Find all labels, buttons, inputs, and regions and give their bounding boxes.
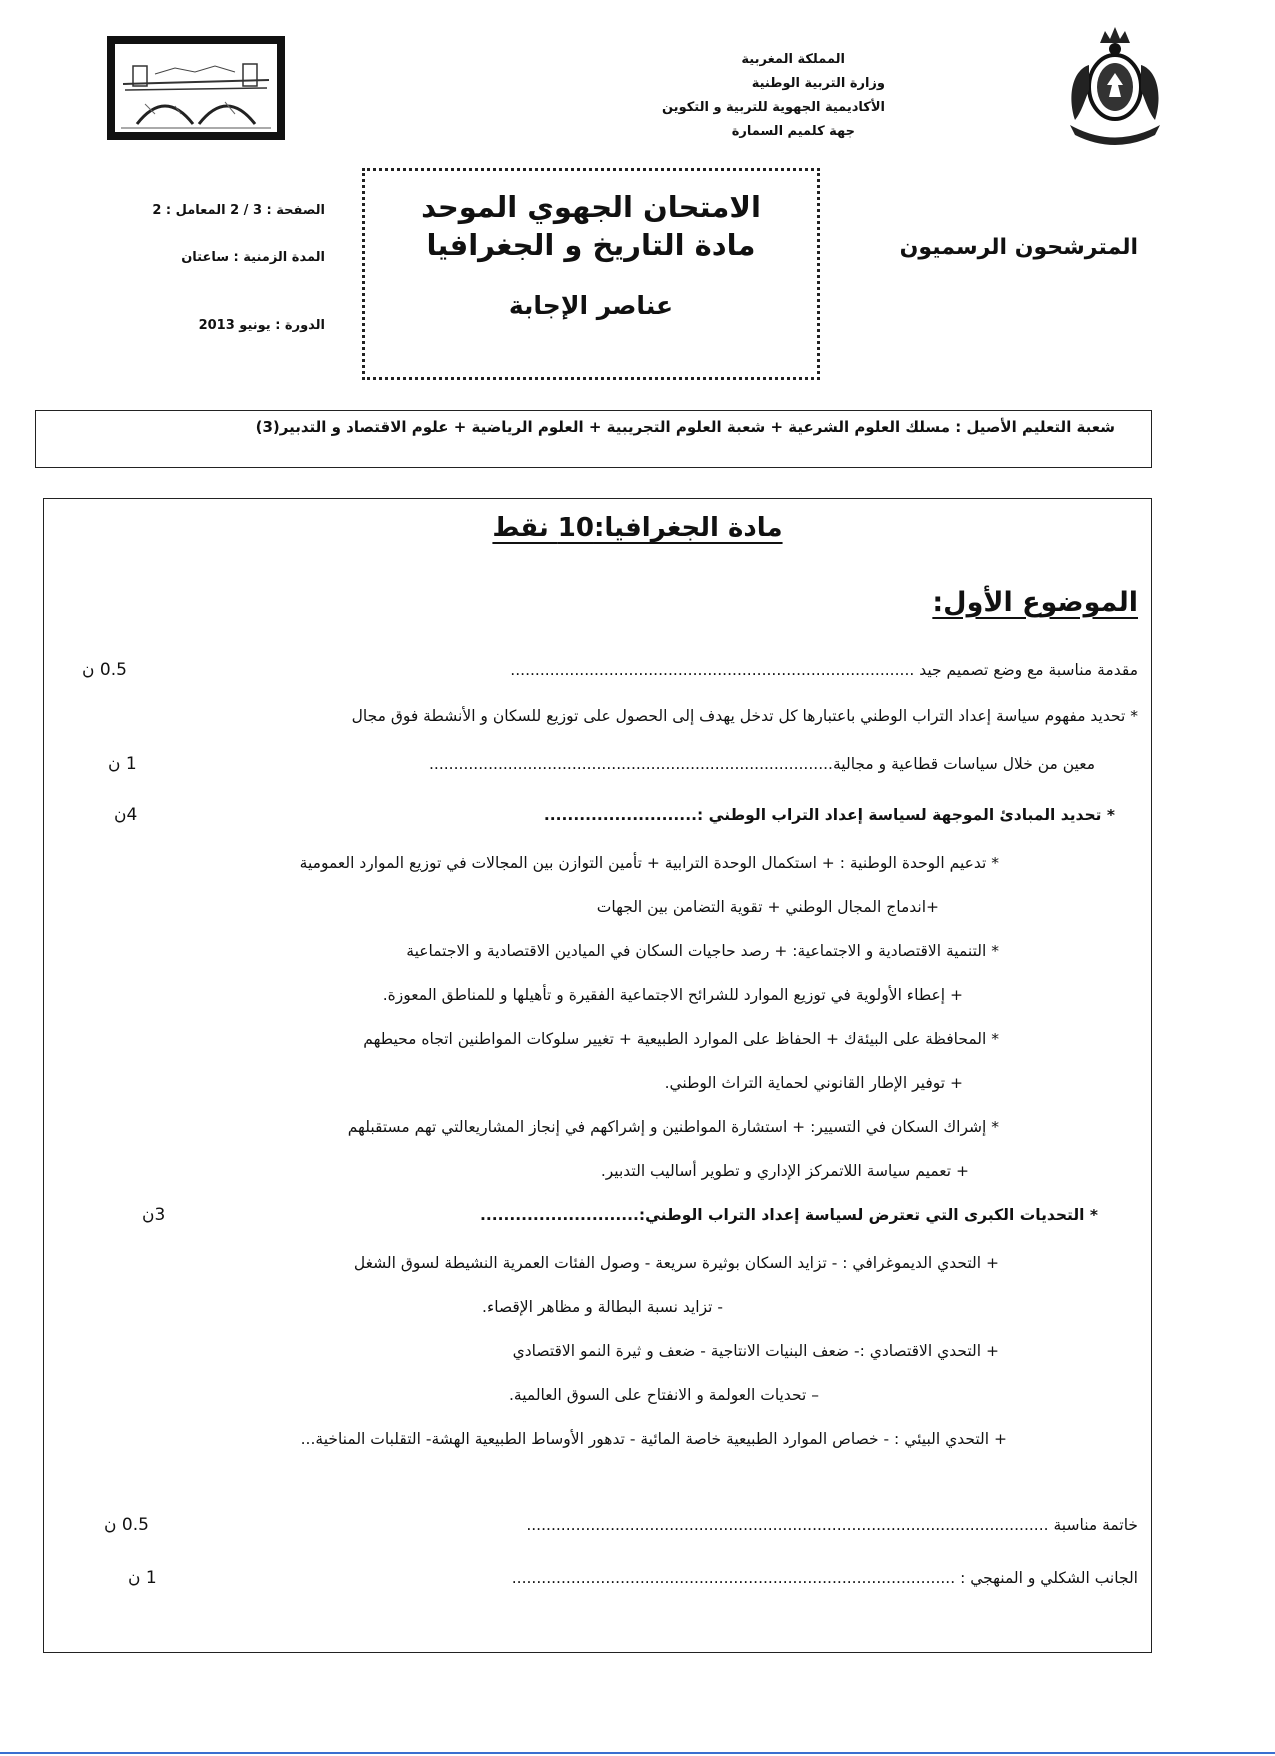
ministry-line: وزارة التربية الوطنية [751,76,885,91]
principle-3a: * المحافظة على البيئةك + الحفاظ على الموارد الطبيعية + تغيير سلوكات المواطنين اتجاه محيطهم [363,1030,999,1048]
coat-of-arms-icon [1055,25,1175,150]
ministry-line: الأكاديمية الجهوية للتربية و التكوين [661,100,885,115]
challenges-heading: * التحديات الكبرى التي تعترض لسياسة إعداد التراب الوطني:........................... [479,1206,1098,1224]
topic-heading: الموضوع الأول: [932,587,1138,618]
definition-score: 1 ن [108,754,137,774]
bridge-logo-icon [115,44,277,132]
form-score: 1 ن [128,1568,157,1588]
page-info: الصفحة : 3 / 2 المعامل : 2 [152,203,325,218]
academy-logo [107,36,285,140]
principle-1b: +اندماج المجال الوطني + تقوية التضامن بين الجهات [596,898,939,916]
principle-2a: * التنمية الاقتصادية و الاجتماعية: + رصد حاجيات السكان في الميادين الاقتصادية و الاجتماعية [406,942,999,960]
exam-title: الامتحان الجهوي الموحد [421,190,761,224]
challenges-score: 3ن [142,1205,166,1225]
conclusion-score: 0.5 ن [104,1515,149,1535]
scan-edge-line [0,1752,1275,1754]
ministry-header [555,48,885,144]
principle-4a: * إشراك السكان في التسيير: + استشارة المواطنين و إشراكهم في إنجاز المشاريعالتي تهم مستقبلهم [347,1118,999,1136]
answer-elements-title: عناصر الإجابة [508,291,674,320]
definition-line-1: * تحديد مفهوم سياسة إعداد التراب الوطني باعتبارها كل تدخل يهدف إلى الحصول على توزيع للسكان و الأنشطة فوق مجال [351,707,1138,725]
geography-heading-text: مادة الجغرافيا:10 نقط [492,513,783,543]
principles-heading: * تحديد المبادئ الموجهة لسياسة إعداد التراب الوطني :.......................... [543,806,1115,824]
challenge-1b: - تزايد نسبة البطالة و مظاهر الإقصاء. [482,1298,723,1316]
challenge-2a: + التحدي الاقتصادي :- ضعف البنيات الانتاجية - ضعف و ثيرة النمو الاقتصادي [512,1342,999,1360]
branch-text: شعبة التعليم الأصيل : مسلك العلوم الشرعية + شعبة العلوم التجريبية + العلوم الرياضية + علوم الاقتصاد و التدبير(3) [255,418,1115,436]
definition-line-2: معين من خلال سياسات قطاعية و مجالية.................................................................................. [428,755,1095,773]
challenge-2b: – تحديات العولمة و الانفتاح على السوق العالمية. [508,1386,819,1404]
principle-2b: + إعطاء الأولوية في توزيع الموارد للشرائح الاجتماعية الفقيرة و تأهيلها و للمناطق المعوزة. [382,986,963,1004]
principle-3b: + توفير الإطار القانوني لحماية التراث الوطني. [664,1074,963,1092]
form-line: الجانب الشكلي و المنهجي : .......................................................................................... [511,1569,1138,1587]
ministry-line: المملكة المغربية [741,52,845,67]
duration-info: المدة الزمنية : ساعتان [181,250,325,265]
ministry-line: جهة كلميم السمارة [731,124,855,139]
subject-title: مادة التاريخ و الجغرافيا [426,228,756,262]
geography-heading [0,513,1275,543]
intro-score: 0.5 ن [82,660,127,680]
candidates-label: المترشحون الرسميون [899,235,1138,260]
intro-line: مقدمة مناسبة مع وضع تصميم جيد .................................................................................. [510,661,1138,679]
principle-1a: * تدعيم الوحدة الوطنية : + استكمال الوحدة الترابية + تأمين التوازن بين المجالات في توزيع الموارد العمومية [299,854,999,872]
session-info: الدورة : يونيو 2013 [198,318,325,333]
principle-4b: + تعميم سياسة اللاتمركز الإداري و تطوير أساليب التدبير. [600,1162,969,1180]
challenge-1a: + التحدي الديموغرافي : - تزايد السكان بوثيرة سريعة - وصول الفئات العمرية النشيطة لسوق الشغل [353,1254,999,1272]
conclusion-line: خاتمة مناسبة .......................................................................................................... [526,1516,1138,1534]
exam-title-box [362,168,820,380]
challenge-3: + التحدي البيئي : - خصاص الموارد الطبيعية خاصة المائية - تدهور الأوساط الطبيعية الهشة- التقلبات المناخية... [300,1430,1007,1448]
principles-score: 4ن [114,805,138,825]
